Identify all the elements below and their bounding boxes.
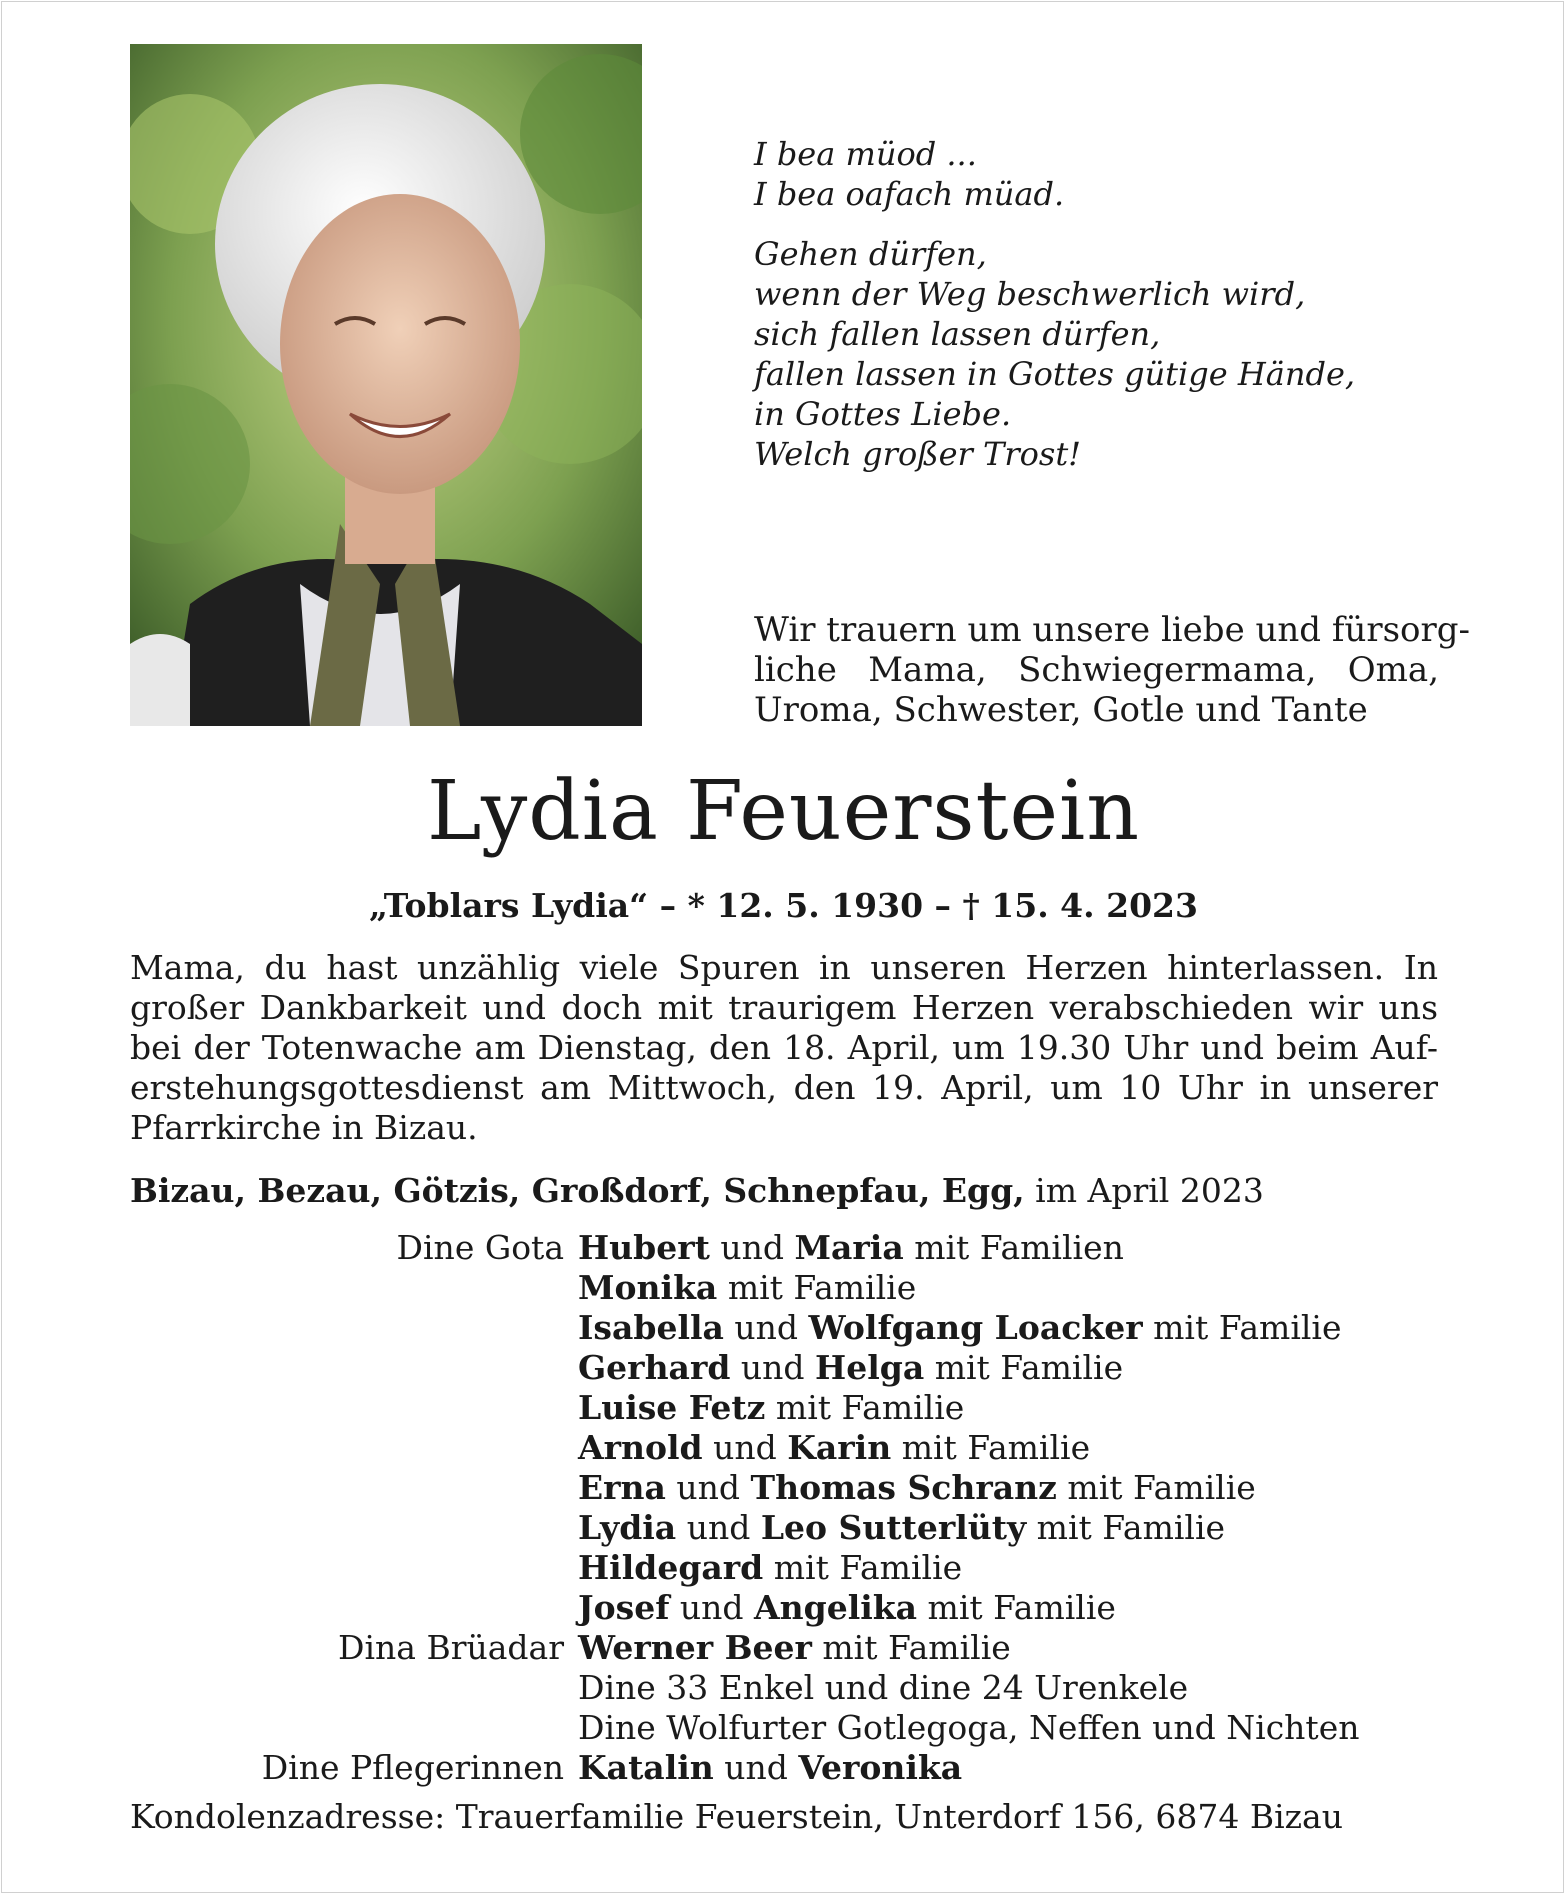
family-member-connector: mit Familie: [765, 1388, 965, 1427]
family-member-text: [578, 1748, 962, 1788]
family-row: [130, 1428, 1438, 1468]
family-member-connector: mit Familien: [903, 1228, 1124, 1267]
family-row: [130, 1588, 1438, 1628]
family-group-label: [130, 1548, 578, 1588]
farewell-line: bei der Totenwache am Dienstag, den 18. April, um 19.30 Uhr und beim Auf-: [130, 1028, 1438, 1067]
family-group-label: [130, 1388, 578, 1428]
family-member-name: Angelika: [754, 1588, 918, 1627]
family-member-name: Veronika: [798, 1748, 963, 1787]
family-member-connector: und: [713, 1748, 799, 1787]
family-row: [130, 1268, 1438, 1308]
family-member-text: [578, 1708, 1359, 1748]
family-group-label: [130, 1588, 578, 1628]
intro-line: Wir trauern um unsere liebe und fürsorg-: [754, 610, 1471, 650]
portrait-photo: [130, 44, 642, 726]
family-member-text: [578, 1228, 1124, 1268]
family-group-label: [130, 1268, 578, 1308]
family-member-connector: mit Familie: [763, 1548, 963, 1587]
poem-stanza-1: [754, 134, 1454, 214]
family-member-connector: und: [723, 1308, 809, 1347]
family-group-label: Dine Pflegerinnen: [261, 1748, 564, 1787]
farewell-line: erstehungsgottesdienst am Mittwoch, den 19. April, um 10 Uhr in unserer: [130, 1068, 1438, 1107]
family-member-connector: Dine 33 Enkel und dine 24 Urenkele: [578, 1668, 1189, 1707]
family-member-connector: mit Familie: [811, 1628, 1011, 1667]
family-row: [130, 1708, 1438, 1748]
poem-line: wenn der Weg beschwerlich wird,: [754, 275, 1306, 313]
family-member-connector: und: [669, 1588, 755, 1627]
intro-line: liche Mama, Schwiegermama, Oma,: [754, 650, 1439, 690]
poem: [754, 134, 1454, 494]
family-group-label: [130, 1668, 578, 1708]
family-member-connector: und: [665, 1468, 751, 1507]
family-member-name: Luise Fetz: [578, 1388, 766, 1427]
family-member-text: [578, 1628, 1011, 1668]
family-member-connector: mit Familie: [891, 1428, 1091, 1467]
poem-line: in Gottes Liebe.: [754, 395, 1012, 433]
family-member-name: Gerhard: [578, 1348, 731, 1387]
family-group-label: [130, 1348, 578, 1388]
family-member-name: Maria: [794, 1228, 904, 1267]
places-and-date: [130, 1170, 1438, 1212]
family-member-text: [578, 1588, 1116, 1628]
poem-line: I bea müod ...: [754, 135, 977, 173]
family-row: [130, 1308, 1438, 1348]
family-member-name: Hubert: [578, 1228, 710, 1267]
family-member-connector: und: [676, 1508, 761, 1547]
family-row: [130, 1548, 1438, 1588]
poem-line: Gehen dürfen,: [754, 235, 987, 273]
family-member-name: Lydia: [578, 1508, 677, 1547]
family-group-label: [130, 1428, 578, 1468]
family-member-name: Karin: [787, 1428, 892, 1467]
family-member-name: Hildegard: [578, 1548, 764, 1587]
family-row: [130, 1388, 1438, 1428]
family-member-connector: und: [709, 1228, 795, 1267]
poem-line: sich fallen lassen dürfen,: [754, 315, 1161, 353]
portrait-photo-icon: [130, 44, 642, 726]
family-member-text: [578, 1428, 1090, 1468]
family-member-name: Leo Sutterlüty: [760, 1508, 1027, 1547]
family-member-name: Katalin: [578, 1748, 714, 1787]
poem-line: Welch großer Trost!: [754, 435, 1082, 473]
family-member-name: Erna: [578, 1468, 666, 1507]
family-row: [130, 1748, 1438, 1788]
family-member-text: [578, 1388, 964, 1428]
family-row: [130, 1668, 1438, 1708]
family-member-name: Helga: [815, 1348, 925, 1387]
family-row: [130, 1228, 1438, 1268]
farewell-line: großer Dankbarkeit und doch mit traurigem Herzen verabschieden wir uns: [130, 988, 1438, 1027]
family-member-connector: und: [730, 1348, 816, 1387]
family-group-label: [130, 1308, 578, 1348]
family-member-connector: mit Familie: [717, 1268, 917, 1307]
family-member-name: Wolfgang Loacker: [808, 1308, 1143, 1347]
family-member-text: [578, 1348, 1123, 1388]
family-member-connector: mit Familie: [1026, 1508, 1226, 1547]
date-line: im April 2023: [1024, 1171, 1264, 1210]
family-member-name: Isabella: [578, 1308, 724, 1347]
family-member-connector: mit Familie: [924, 1348, 1124, 1387]
family-member-name: Josef: [578, 1588, 670, 1627]
condolence-address: Kondolenzadresse: Trauerfamilie Feuerstein, Unterdorf 156, 6874 Bizau: [130, 1797, 1343, 1836]
family-row: [130, 1508, 1438, 1548]
family-group-label: [130, 1708, 578, 1748]
family-group-label: [130, 1468, 578, 1508]
family-group-label: Dine Gota: [396, 1228, 564, 1267]
family-row: [130, 1628, 1438, 1668]
family-member-text: [578, 1668, 1188, 1708]
family-member-connector: und: [702, 1428, 788, 1467]
deceased-name: Lydia Feuerstein: [426, 764, 1141, 859]
family-row: [130, 1348, 1438, 1388]
farewell-line: Mama, du hast unzählig viele Spuren in unseren Herzen hinterlassen. In: [130, 948, 1438, 987]
places-list: Bizau, Bezau, Götzis, Großdorf, Schnepfau, Egg,: [130, 1171, 1025, 1210]
family-member-name: Thomas Schranz: [750, 1468, 1057, 1507]
family-list: [130, 1228, 1438, 1788]
family-member-connector: Dine Wolfurter Gotlegoga, Neffen und Nichten: [578, 1708, 1360, 1747]
family-member-connector: mit Familie: [1142, 1308, 1342, 1347]
family-member-connector: mit Familie: [1056, 1468, 1256, 1507]
family-member-name: Monika: [578, 1268, 718, 1307]
family-member-text: [578, 1508, 1225, 1548]
poem-line: fallen lassen in Gottes gütige Hände,: [754, 355, 1356, 393]
family-member-text: [578, 1468, 1256, 1508]
mourning-intro: [754, 610, 1471, 730]
birth-death-dates: „Toblars Lydia“ – * 12. 5. 1930 – † 15. 4. 2023: [369, 886, 1198, 925]
family-group-label: [130, 1508, 578, 1548]
family-group-label: Dina Brüadar: [338, 1628, 564, 1667]
family-row: [130, 1468, 1438, 1508]
family-member-text: [578, 1308, 1342, 1348]
farewell-text: [130, 948, 1438, 1148]
poem-line: I bea oafach müad.: [754, 175, 1065, 213]
family-member-name: Arnold: [578, 1428, 703, 1467]
poem-stanza-2: [754, 234, 1454, 474]
farewell-line: Pfarrkirche in Bizau.: [130, 1108, 478, 1147]
family-member-connector: mit Familie: [917, 1588, 1116, 1627]
family-member-text: [578, 1268, 916, 1308]
family-member-name: Werner Beer: [578, 1628, 812, 1667]
family-member-text: [578, 1548, 962, 1588]
intro-line: Uroma, Schwester, Gotle und Tante: [754, 690, 1368, 730]
